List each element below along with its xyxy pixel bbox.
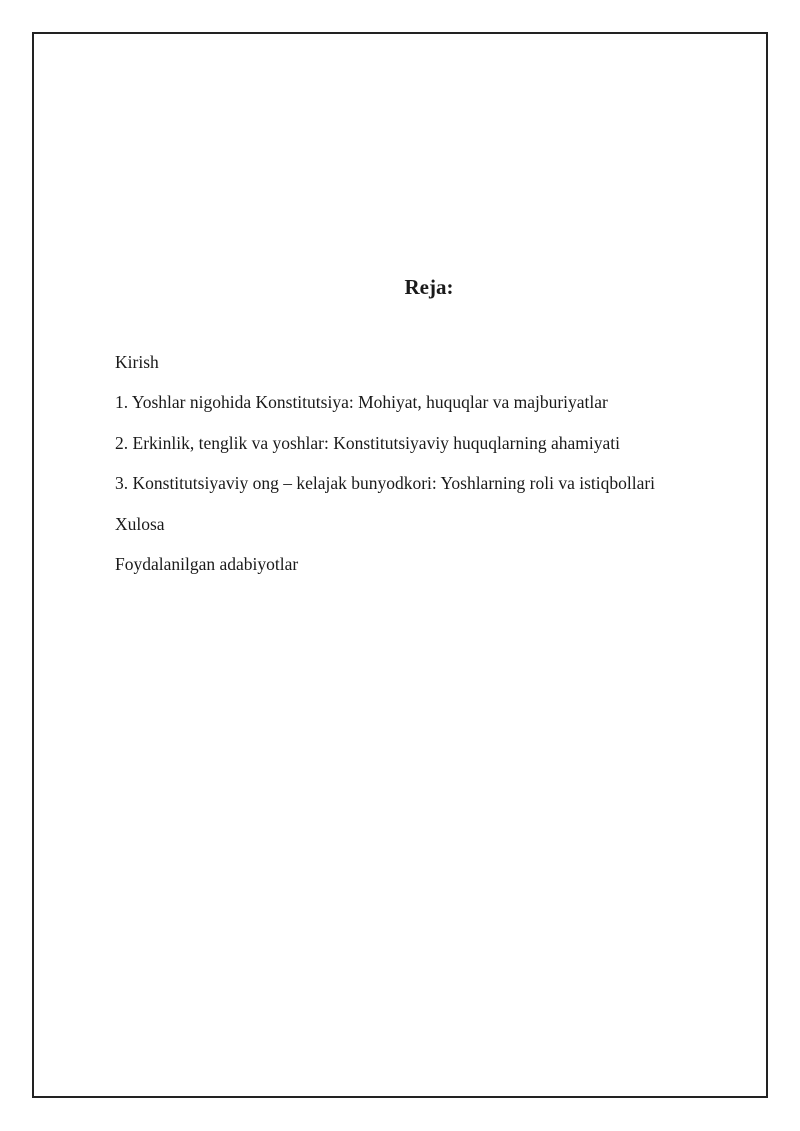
page-title: Reja:	[404, 275, 454, 299]
toc-item-conclusion: Xulosa	[115, 513, 165, 534]
toc-item-chapter-1: 1. Yoshlar nigohida Konstitutsiya: Mohiyat, huquqlar va majburiyatlar	[115, 392, 608, 413]
toc-item-chapter-2: 2. Erkinlik, tenglik va yoshlar: Konstitutsiyaviy huquqlarning ahamiyati	[115, 432, 620, 453]
toc-item-introduction: Kirish	[115, 352, 159, 372]
table-of-contents	[115, 350, 655, 592]
toc-item-references: Foydalanilgan adabiyotlar	[115, 553, 299, 574]
toc-item-chapter-3: 3. Konstitutsiyaviy ong – kelajak bunyodkori: Yoshlarning roli va istiqbollari	[115, 473, 656, 494]
